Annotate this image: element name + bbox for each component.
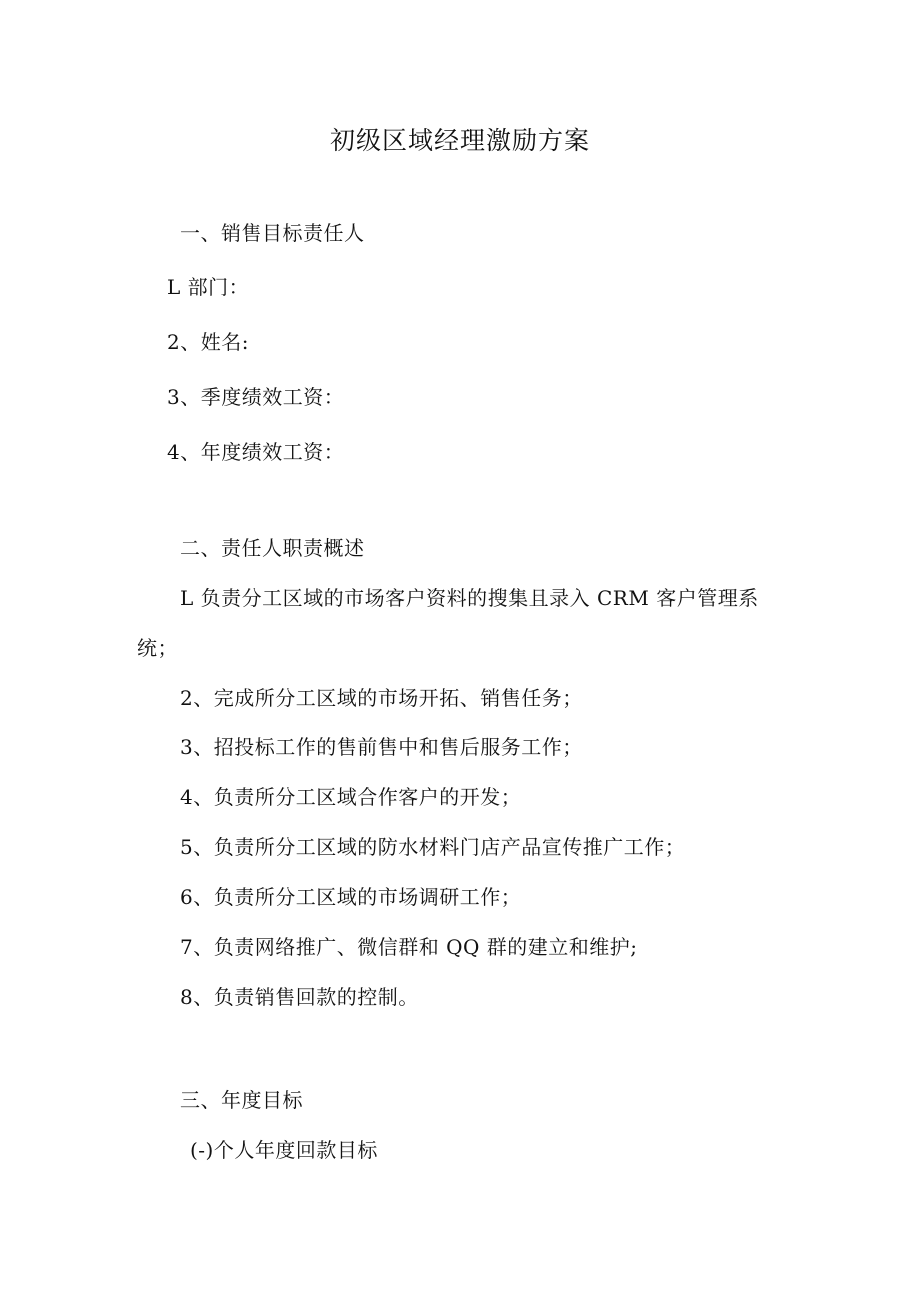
field-quarterly-salary: 3、季度绩效工资：: [167, 385, 345, 409]
duty-item-1-line-1: L 负责分工区域的市场客户资料的搜集且录入 CRM 客户管理系: [180, 586, 759, 610]
duty-item-3: 3、招投标工作的售前售中和售后服务工作；: [180, 735, 583, 759]
subheading-personal-collection-target: (-)个人年度回款目标: [190, 1138, 378, 1162]
field-name: 2、姓名:: [167, 330, 249, 354]
field-department: L 部门：: [167, 275, 250, 299]
duty-item-7: 7、负责网络推广、微信群和 QQ 群的建立和维护;: [180, 935, 638, 959]
section-heading-responsible-person: 一、销售目标责任人: [180, 221, 365, 245]
field-annual-salary: 4、年度绩效工资：: [167, 440, 345, 464]
duty-item-1-line-2: 统；: [137, 636, 178, 660]
section-heading-duties: 二、责任人职责概述: [180, 536, 365, 560]
section-heading-annual-targets: 三、年度目标: [180, 1088, 303, 1112]
document-title: 初级区域经理激励方案: [329, 126, 590, 155]
duty-item-6: 6、负责所分工区域的市场调研工作；: [180, 885, 522, 909]
duty-item-8: 8、负责销售回款的控制。: [180, 985, 419, 1009]
duty-item-4: 4、负责所分工区域合作客户的开发；: [180, 785, 522, 809]
duty-item-5: 5、负责所分工区域的防水材料门店产品宣传推广工作；: [180, 835, 686, 859]
duty-item-2: 2、完成所分工区域的市场开拓、销售任务；: [180, 686, 583, 710]
